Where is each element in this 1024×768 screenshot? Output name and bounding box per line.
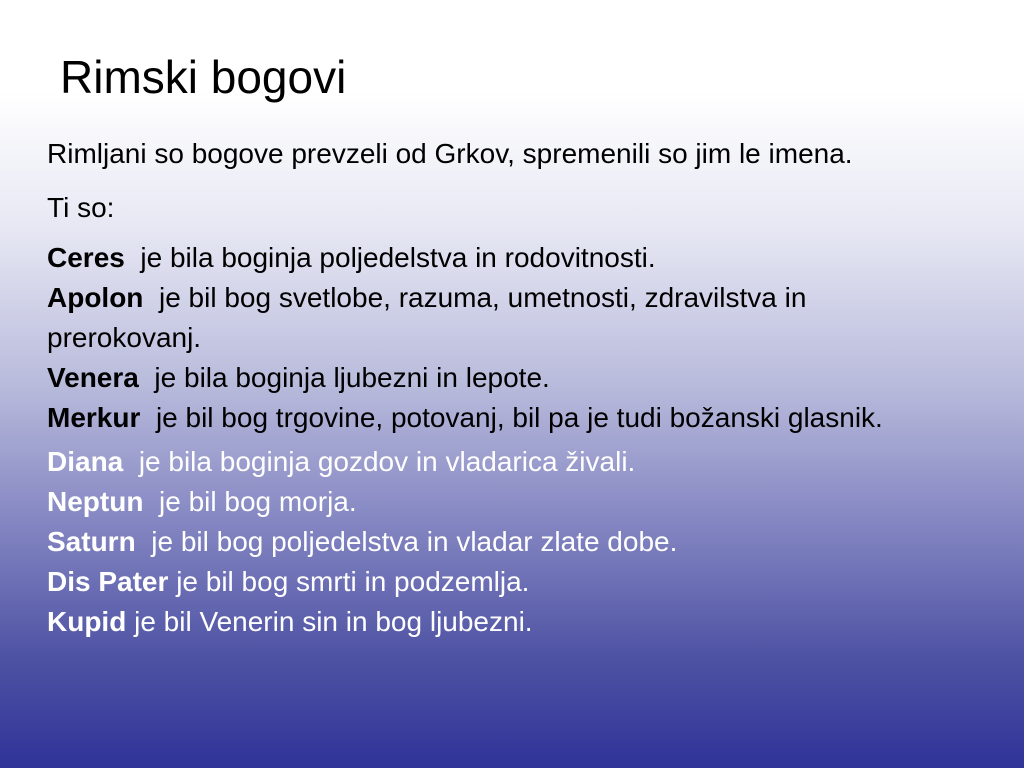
god-name: Diana: [47, 446, 124, 477]
god-description: je bil bog smrti in podzemlja.: [176, 566, 530, 597]
god-name: Neptun: [47, 486, 144, 517]
god-description: je bil bog morja.: [159, 486, 357, 517]
god-name: Saturn: [47, 526, 136, 557]
god-entry-neptun: [47, 482, 947, 522]
god-entry-venera: [47, 358, 947, 398]
god-entry-diana: [47, 442, 947, 482]
list-heading: Ti so:: [47, 192, 115, 223]
god-description: je bila boginja ljubezni in lepote.: [154, 362, 550, 393]
god-list-dark: [47, 238, 947, 438]
god-description: je bil Venerin sin in bog ljubezni.: [134, 606, 533, 637]
god-description: je bila boginja gozdov in vladarica živali.: [138, 446, 636, 477]
intro-paragraph: Rimljani so bogove prevzeli od Grkov, spremenili so jim le imena.: [47, 138, 853, 169]
god-name: Venera: [47, 362, 139, 393]
god-name: Merkur: [47, 402, 141, 433]
god-entry-dis-pater: [47, 562, 947, 602]
god-description: je bila boginja poljedelstva in rodovitnosti.: [140, 242, 656, 273]
god-description: je bil bog trgovine, potovanj, bil pa je tudi božanski glasnik.: [155, 402, 883, 433]
god-entry-apolon: [47, 278, 947, 358]
god-entry-saturn: [47, 522, 947, 562]
god-description: je bil bog svetlobe, razuma, umetnosti, zdravilstva in prerokovanj.: [47, 282, 807, 353]
god-name: Kupid: [47, 606, 127, 637]
god-list-light: [47, 442, 947, 642]
god-name: Ceres: [47, 242, 125, 273]
god-name: Apolon: [47, 282, 144, 313]
god-name: Dis Pater: [47, 566, 169, 597]
god-entry-ceres: [47, 238, 947, 278]
god-entry-kupid: [47, 602, 947, 642]
god-description: je bil bog poljedelstva in vladar zlate dobe.: [151, 526, 678, 557]
god-entry-merkur: [47, 398, 947, 438]
slide-title: Rimski bogovi: [60, 51, 347, 103]
slide-body: [47, 134, 947, 642]
